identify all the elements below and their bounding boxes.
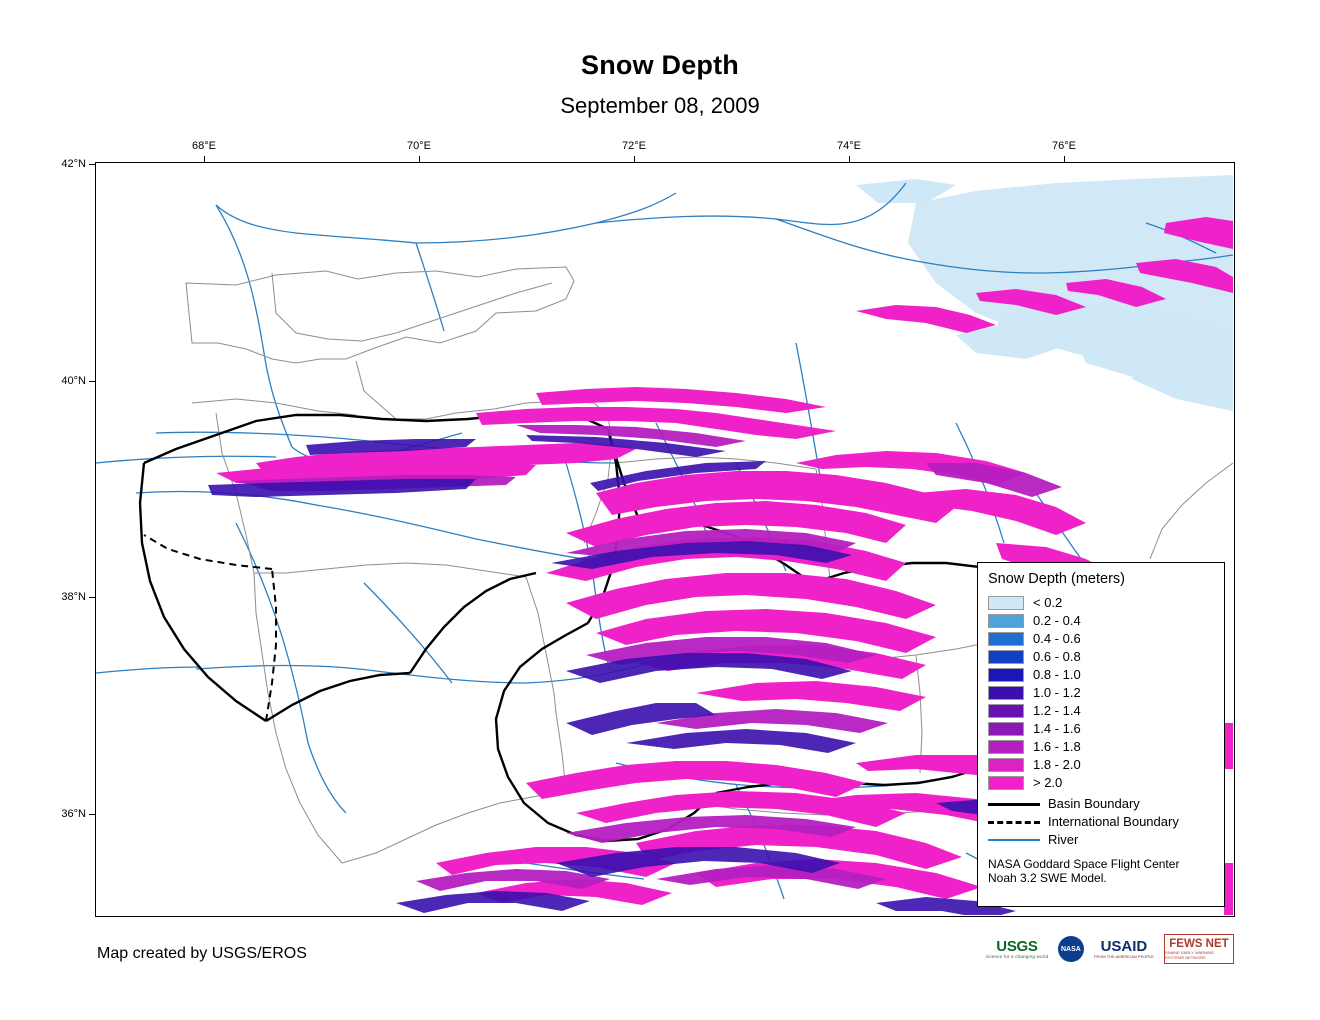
legend-label: 1.0 - 1.2 xyxy=(1033,685,1081,700)
legend-label: River xyxy=(1048,832,1079,847)
fewsnet-logo xyxy=(1164,934,1234,964)
legend-item xyxy=(988,720,1214,738)
map-date: September 08, 2009 xyxy=(560,93,760,118)
legend-source-line1: NASA Goddard Space Flight Center xyxy=(988,857,1180,871)
usaid-logo xyxy=(1090,934,1158,964)
legend-item xyxy=(988,774,1214,792)
legend-swatch xyxy=(988,704,1024,718)
y-tick-label: 40°N xyxy=(61,375,86,387)
legend-swatch xyxy=(988,686,1024,700)
y-tick-label: 36°N xyxy=(61,808,86,820)
legend-label: 0.6 - 0.8 xyxy=(1033,649,1081,664)
tick-mark xyxy=(634,156,635,163)
legend-source-line2: Noah 3.2 SWE Model. xyxy=(988,871,1107,885)
legend-label: > 2.0 xyxy=(1033,775,1063,790)
legend-item xyxy=(988,756,1214,774)
x-tick-label: 68°E xyxy=(192,140,216,152)
legend-swatch xyxy=(988,668,1024,682)
legend-label: 1.4 - 1.6 xyxy=(1033,721,1081,736)
tick-mark xyxy=(204,156,205,163)
legend-label: 0.4 - 0.6 xyxy=(1033,631,1081,646)
legend-item-basin-boundary xyxy=(988,795,1214,813)
tick-mark xyxy=(849,156,850,163)
legend-source xyxy=(988,857,1214,885)
nasa-logo-circle xyxy=(1058,936,1084,962)
tick-mark xyxy=(89,381,96,382)
legend-label: 1.2 - 1.4 xyxy=(1033,703,1081,718)
legend-item-river xyxy=(988,831,1214,849)
legend-item xyxy=(988,648,1214,666)
legend-label: International Boundary xyxy=(1048,814,1179,829)
nasa-logo xyxy=(1058,936,1084,962)
river-line-icon xyxy=(988,839,1040,841)
nasa-logo-text: NASA xyxy=(1061,945,1081,953)
fewsnet-logo-text: FEWS NET xyxy=(1169,938,1229,950)
legend-swatch xyxy=(988,758,1024,772)
legend-swatch xyxy=(988,722,1024,736)
legend-label: Basin Boundary xyxy=(1048,796,1140,811)
tick-mark xyxy=(89,164,96,165)
y-tick-label: 38°N xyxy=(61,591,86,603)
x-tick-label: 72°E xyxy=(622,140,646,152)
x-tick-label: 74°E xyxy=(837,140,861,152)
legend-swatch xyxy=(988,776,1024,790)
legend-item xyxy=(988,684,1214,702)
tick-mark xyxy=(89,597,96,598)
tick-mark xyxy=(1064,156,1065,163)
x-tick-label: 70°E xyxy=(407,140,431,152)
basin-boundary-line-icon xyxy=(988,803,1040,806)
usgs-logo-tagline: science for a changing world xyxy=(985,954,1049,959)
y-tick-label: 42°N xyxy=(61,158,86,170)
usgs-logo xyxy=(982,934,1052,964)
page-title: Snow Depth xyxy=(581,50,739,80)
legend-item xyxy=(988,612,1214,630)
legend-title: Snow Depth (meters) xyxy=(988,571,1125,587)
usaid-logo-text: USAID xyxy=(1100,938,1148,955)
legend-label: < 0.2 xyxy=(1033,595,1063,610)
legend-label: 1.6 - 1.8 xyxy=(1033,739,1081,754)
x-tick-label: 76°E xyxy=(1052,140,1076,152)
legend-label: 0.2 - 0.4 xyxy=(1033,613,1081,628)
international-boundary-line-icon xyxy=(988,821,1040,824)
legend-label: 0.8 - 1.0 xyxy=(1033,667,1081,682)
legend-swatch xyxy=(988,632,1024,646)
legend-item xyxy=(988,594,1214,612)
logo-strip xyxy=(982,932,1234,966)
usaid-logo-tagline: FROM THE AMERICAN PEOPLE xyxy=(1093,954,1154,959)
legend-swatch xyxy=(988,614,1024,628)
legend-label: 1.8 - 2.0 xyxy=(1033,757,1081,772)
map-credit: Map created by USGS/EROS xyxy=(97,945,307,962)
map-legend xyxy=(977,562,1225,907)
usgs-logo-text: USGS xyxy=(996,938,1038,955)
legend-item xyxy=(988,702,1214,720)
legend-swatch xyxy=(988,650,1024,664)
tick-mark xyxy=(89,814,96,815)
legend-item-international-boundary xyxy=(988,813,1214,831)
tick-mark xyxy=(419,156,420,163)
legend-item xyxy=(988,666,1214,684)
legend-item xyxy=(988,630,1214,648)
legend-swatch xyxy=(988,740,1024,754)
legend-item xyxy=(988,738,1214,756)
legend-swatch xyxy=(988,596,1024,610)
fewsnet-logo-tagline: FAMINE EARLY WARNING SYSTEMS NETWORK xyxy=(1164,950,1214,960)
